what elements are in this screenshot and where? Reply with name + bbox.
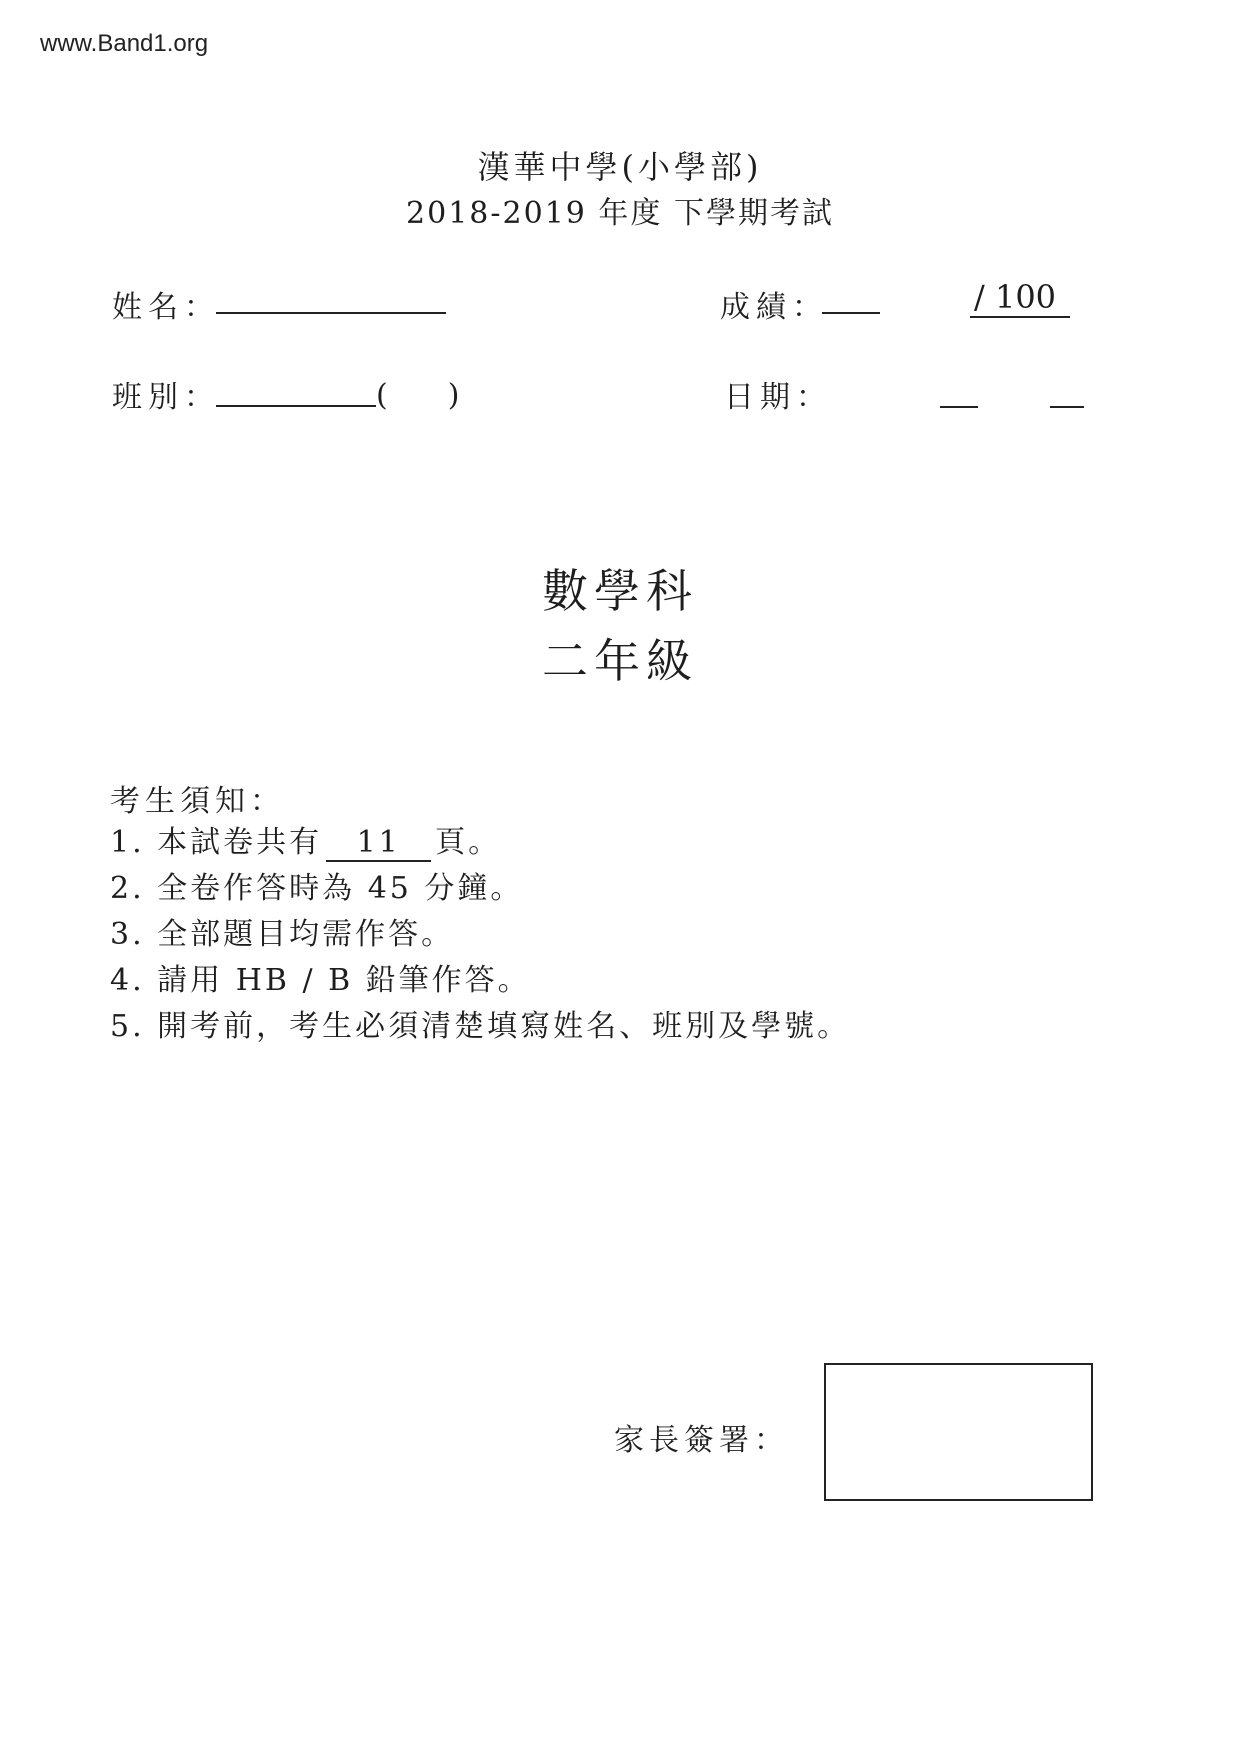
notice-list — [110, 820, 850, 1050]
site-watermark-url: www.Band1.org — [40, 30, 209, 57]
notice-item-number: 5. — [110, 1009, 145, 1044]
date-field-line-1[interactable] — [940, 406, 978, 408]
notice-item-text: 全卷作答時為 45 分鐘。 — [157, 871, 524, 906]
exam-term: 2018-2019 年度 下學期考試 — [406, 196, 834, 231]
notice-item-number: 2. — [110, 871, 145, 906]
date-label: 日期： — [724, 380, 832, 415]
notice-item-text: 本試卷共有 — [157, 825, 323, 860]
notice-item — [110, 912, 850, 958]
notice-item-number: 4. — [110, 963, 145, 998]
notice-item-number: 3. — [110, 917, 145, 952]
name-label: 姓名： — [112, 290, 220, 325]
class-number-brackets[interactable]: ( ) — [376, 378, 460, 413]
date-field-line-2[interactable] — [1050, 406, 1084, 408]
notice-item-number: 1. — [110, 825, 145, 860]
notice-item — [110, 866, 850, 912]
class-field-line[interactable] — [216, 405, 376, 407]
parent-signature-box[interactable] — [824, 1363, 1093, 1501]
notice-title: 考生須知： — [110, 784, 285, 819]
page-count-value: 11 — [326, 826, 431, 862]
notice-item-text: 開考前，考生必須清楚填寫姓名、班別及學號。 — [157, 1009, 851, 1044]
notice-item-text: 請用 HB / B 鉛筆作答。 — [157, 963, 531, 998]
notice-item — [110, 820, 850, 866]
notice-item — [110, 1004, 850, 1050]
score-label: 成績： — [720, 290, 828, 325]
name-field-line[interactable] — [216, 312, 446, 314]
subject-title: 數學科 — [542, 564, 698, 618]
parent-signature-label: 家長簽署： — [614, 1423, 789, 1458]
school-name: 漢華中學(小學部) — [477, 148, 763, 186]
score-field-line[interactable] — [822, 312, 880, 314]
grade-title: 二年級 — [542, 634, 698, 688]
notice-item-text: 頁。 — [435, 825, 502, 860]
notice-item-text: 全部題目均需作答。 — [157, 917, 455, 952]
class-label: 班別： — [112, 380, 220, 415]
notice-item — [110, 958, 850, 1004]
score-total: / 100 — [970, 278, 1070, 318]
